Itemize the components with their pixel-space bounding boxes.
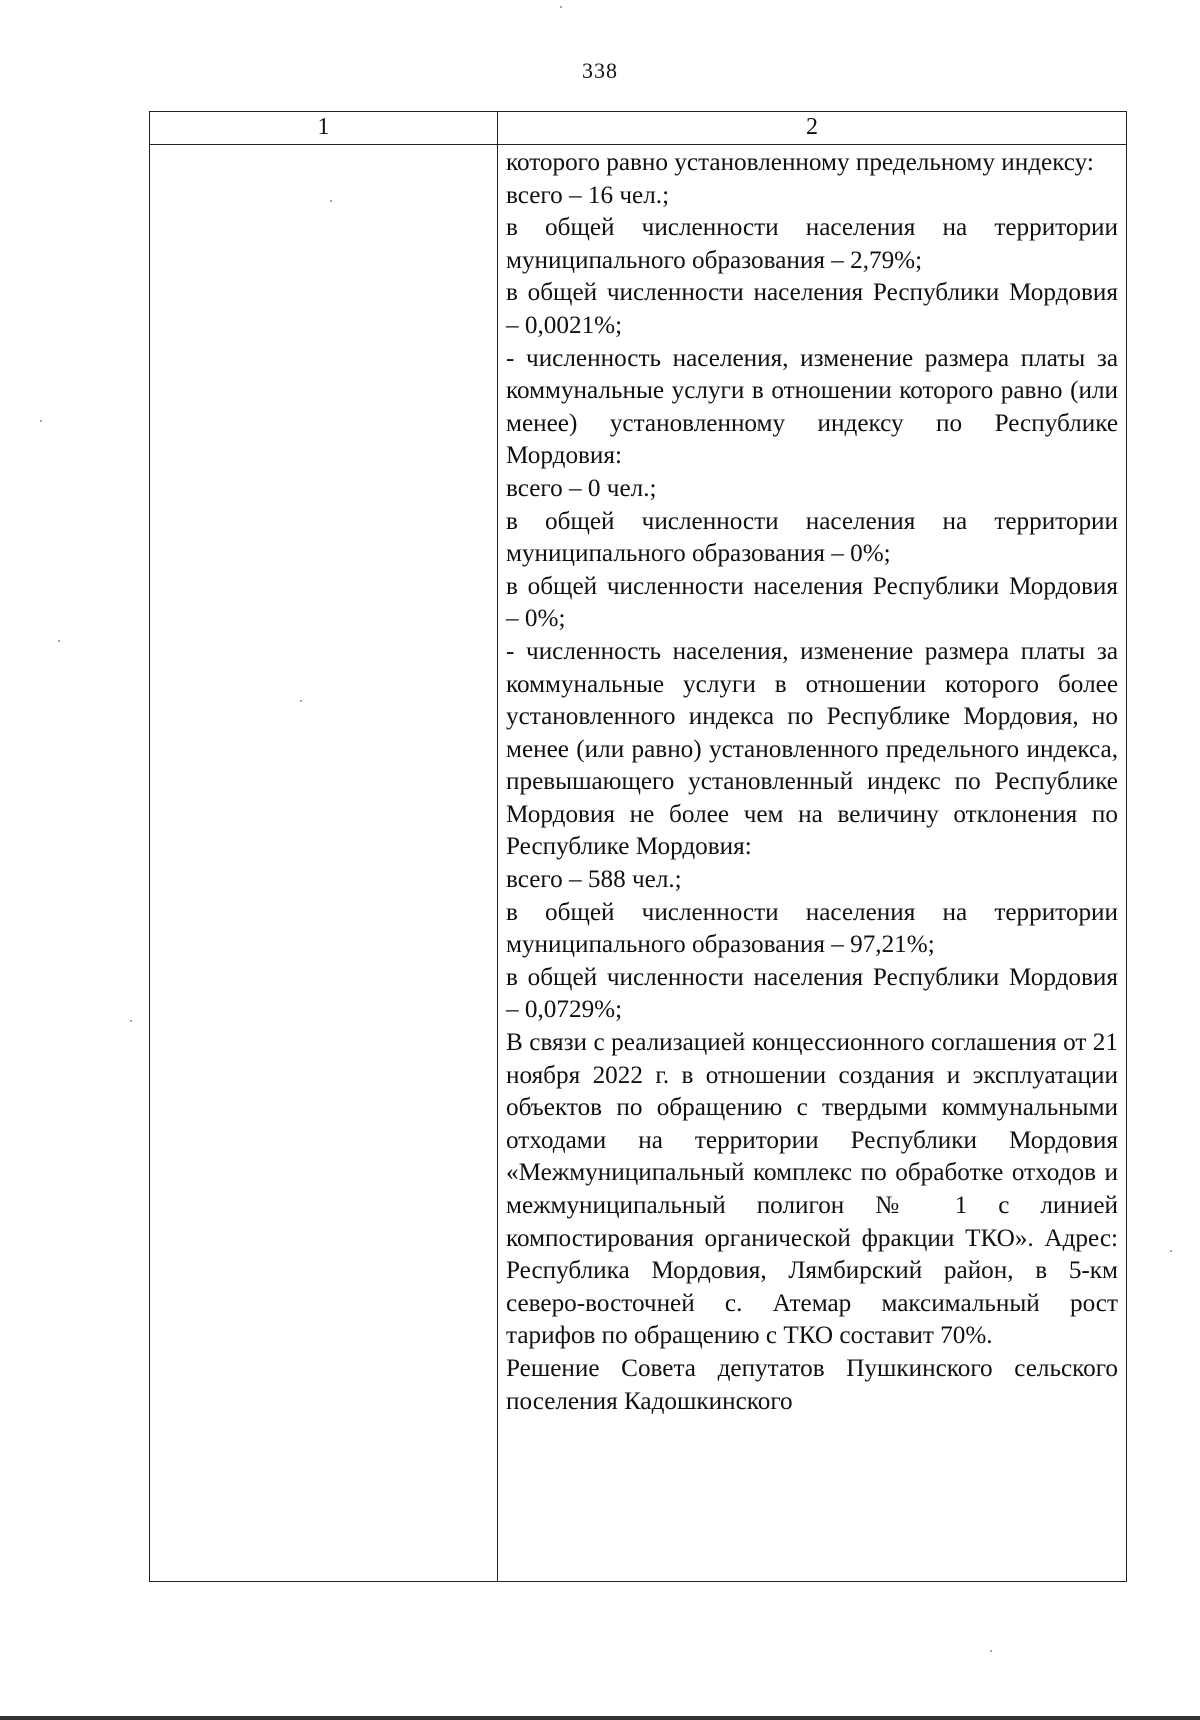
paragraph: - численность населения, изменение размера платы за коммунальные услуги в отношении которого равно (или менее) установленному индексу по Республике Мордовия: [506, 344, 1118, 470]
scan-speckle [1170, 1250, 1172, 1252]
scan-speckle [58, 640, 60, 642]
paragraph: в общей численности населения Республики Мордовия – 0,0021%; [506, 279, 1118, 339]
paragraph: в общей численности населения на территории муниципального образования – 2,79%; [506, 214, 1118, 274]
document-table [149, 111, 1127, 1582]
scan-speckle [990, 1650, 992, 1652]
paragraph: - численность населения, изменение размера платы за коммунальные услуги в отношении которого более установленного индекса по Республике Мордовия, но менее (или равно) установленного предельного индекса, превышающего установленный индекс по Республике Мордовия не более чем на величину отклонения по Республике Мордовия: [506, 637, 1118, 861]
column-header-2: 2 [806, 114, 818, 140]
paragraph: в общей численности населения на территории муниципального образования – 0%; [506, 507, 1118, 568]
paragraph: всего – 0 чел.; [506, 474, 657, 502]
table-header-row [150, 112, 1126, 145]
paragraph: В связи с реализацией концессионного соглашения от 21 ноября 2022 г. в отношении создания и эксплуатации объектов по обращению с твердыми коммунальными отходами на территории Республики Мордовия «Межмуниципальный комплекс по обработке отходов и межмуниципальный полигон № 1 с линией компостирования органической фракции ТКО». Адрес: Республика Мордовия, Лямбирский район, в 5-км северо-восточней с. Атемар максимальный рост тарифов по обращению с ТКО составит 70%. [506, 1029, 1118, 1350]
scan-speckle [40, 420, 42, 422]
scan-speckle [560, 6, 562, 8]
paragraph: в общей численности населения Республики Мордовия – 0,0729%; [506, 963, 1118, 1024]
paragraph: всего – 16 чел.; [506, 181, 670, 209]
table-body-row [150, 145, 1126, 1581]
scan-speckle [130, 1020, 132, 1022]
scan-bottom-edge [0, 1716, 1200, 1720]
column-header-1: 1 [150, 112, 498, 144]
paragraph: в общей численности населения на территории муниципального образования – 97,21%; [506, 898, 1118, 959]
paragraph: которого равно установленному предельному индексу: [506, 149, 1094, 176]
table-cell-column-2 [498, 145, 1126, 1581]
paragraph: в общей численности населения Республики Мордовия – 0%; [506, 572, 1118, 633]
paragraph: всего – 588 чел.; [506, 866, 682, 894]
paragraph: Решение Совета депутатов Пушкинского сельского поселения Кадошкинского [506, 1354, 1118, 1415]
table-cell-column-1 [150, 145, 498, 1581]
scan-speckle [300, 700, 302, 702]
page-number: 338 [582, 58, 618, 83]
scan-speckle [330, 200, 332, 202]
